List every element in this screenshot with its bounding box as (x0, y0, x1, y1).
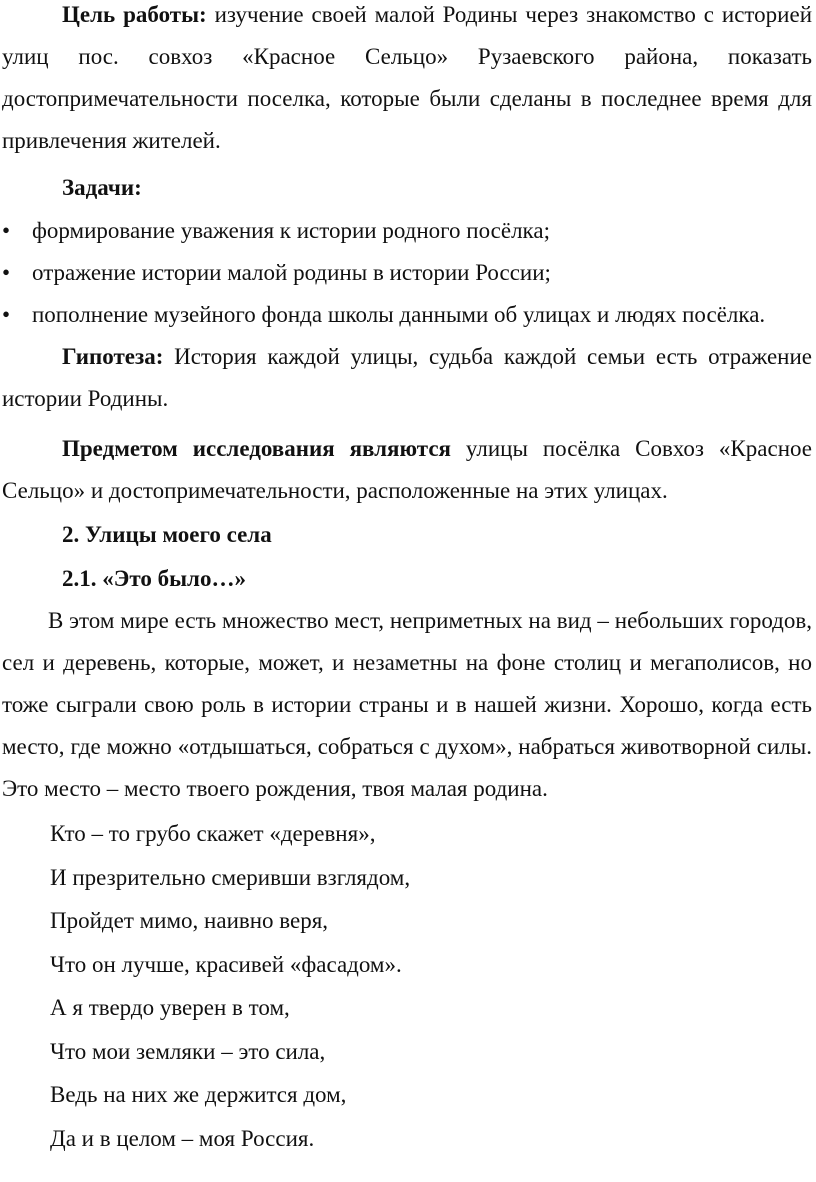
task-text: пополнение музейного фонда школы данными об улицах и людях посёлка. (32, 302, 766, 327)
goal-text: изучение своей малой Родины через знакомство с историей улиц пос. совхоз «Красное Сельцо» Рузаевского района, показать достопримечательности поселка, которые были сделаны в последнее время для привлечения жителей. (2, 2, 813, 153)
goal-label: Цель работы: (62, 2, 207, 27)
poem-line: А я твердо уверен в том, (50, 995, 290, 1020)
section-title: 2. Улицы моего села (62, 522, 272, 547)
bullet-icon: • (2, 218, 11, 243)
tasks-list (2, 210, 812, 336)
body-paragraph: В этом мире есть множество мест, неприметных на вид – небольших городов, сел и деревень, которые, может, и незаметны на фоне столиц и мегаполисов, но тоже сыграли свою роль в истории страны и в нашей жизни. Хорошо, когда есть место, где можно «отдышаться, собраться с духом», набраться животворной силы. Это место – место твоего рождения, твоя малая родина. (2, 608, 812, 801)
poem-line: Пройдет мимо, наивно веря, (50, 908, 329, 933)
poem-line: Ведь на них же держится дом, (50, 1082, 347, 1107)
list-item (2, 210, 812, 252)
list-item (2, 294, 812, 336)
task-text: формирование уважения к истории родного посёлка; (32, 218, 550, 243)
goal-paragraph (2, 0, 812, 162)
list-item (2, 252, 812, 294)
hypothesis-label: Гипотеза: (62, 344, 164, 369)
subject-text: улицы посёлка Совхоз «Красное Сельцо» и достопримечательности, расположенные на этих улицах. (2, 436, 812, 503)
bullet-icon: • (2, 302, 11, 327)
tasks-heading-text: Задачи: (62, 175, 142, 200)
subsection-title: 2.1. «Это было…» (62, 566, 246, 591)
subsection-heading (2, 558, 812, 600)
poem-line: И презрительно смеривши взглядом, (50, 864, 411, 890)
tasks-heading (2, 166, 812, 210)
task-text: отражение истории малой родины в истории России; (32, 260, 551, 285)
hypothesis-text: История каждой улицы, судьба каждой семьи есть отражение истории Родины. (2, 344, 812, 411)
poem (2, 812, 812, 1160)
poem-line: Кто – то грубо скажет «деревня», (50, 821, 376, 846)
bullet-icon: • (2, 260, 11, 285)
poem-line: Что он лучше, красивей «фасадом». (50, 951, 402, 977)
subject-paragraph (2, 428, 812, 512)
poem-line: Да и в целом – моя Россия. (50, 1125, 315, 1151)
hypothesis-paragraph (2, 336, 812, 420)
section-heading (2, 514, 812, 556)
subject-label: Предметом исследования являются (62, 436, 451, 461)
poem-line: Что мои земляки – это сила, (50, 1038, 326, 1064)
